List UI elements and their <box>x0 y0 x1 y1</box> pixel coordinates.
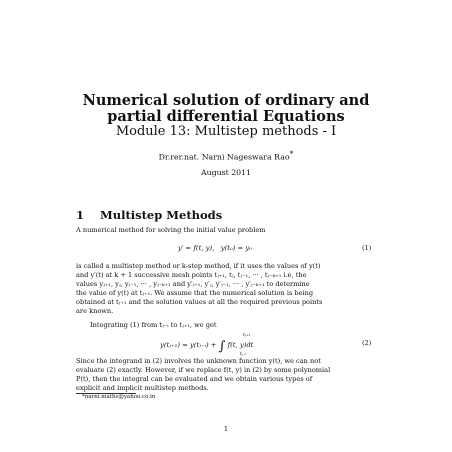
section-title: Multistep Methods <box>100 208 223 222</box>
eq2-lhs: y(tⱼ₊₁) = y(tⱼ₋ᵢ) + <box>160 341 217 349</box>
title-line-2: partial differential Equations <box>107 108 345 125</box>
author <box>0 149 452 162</box>
author-footnote-mark: * <box>289 149 294 158</box>
section-heading <box>76 208 222 222</box>
eq1-lhs: y′ = f(t, y), <box>178 244 215 252</box>
para3-line-2: evaluate (2) exactly. However, if we replace f(t, y) in (2) by some polynomial <box>76 366 331 374</box>
para3-line-4: explicit and implicit multistep methods. <box>76 384 209 392</box>
date: August 2011 <box>200 168 252 177</box>
eq2-integrand: f(t, y)dt <box>227 341 254 349</box>
integral-sign: ∫ <box>218 339 226 354</box>
eq1-number: (1) <box>362 244 372 252</box>
para1-line-5: obtained at tⱼ₊₁ and the solution values at all the required previous points <box>76 298 323 306</box>
footnote: *narni.maths@yahoo.co.in <box>82 394 156 400</box>
intro-text: A numerical method for solving the initial value problem <box>76 226 266 234</box>
page-number: 1 <box>223 425 229 433</box>
equation-1 <box>178 244 252 252</box>
para1-line-3: values yⱼ₊₁, yⱼ, yⱼ₋₁, ··· , yⱼ₋ₖ₊₁ and y′ⱼ₊₁, y′ⱼ, y′ⱼ₋₁, ··· , y′ⱼ₋ₖ₊₁ to determine <box>76 280 310 288</box>
author-name: Dr.rer.nat. Narni Nageswara Rao <box>158 152 290 162</box>
title-line-3: Module 13: Multistep methods - I <box>115 124 337 139</box>
eq2-lower-limit: tⱼ₋ᵢ <box>240 352 247 357</box>
para2-text: Integrating (1) from tⱼ₋ᵢ to tⱼ₊₁, we get <box>90 321 217 329</box>
para3-line-1: Since the integrand in (2) involves the unknown function y(t), we can not <box>76 357 321 365</box>
eq2-number: (2) <box>362 339 372 347</box>
para1-line-1: is called a multistep method or k-step method, if it uses the values of y(t) <box>76 262 321 270</box>
title-line-1: Numerical solution of ordinary and <box>82 92 370 109</box>
section-number: 1 <box>76 208 85 222</box>
para1-line-4: the value of y(t) at tⱼ₊₁. We assume that the numerical solution is being <box>76 289 314 297</box>
para3-line-3: P(t), then the integral can be evaluated and we obtain various types of <box>76 375 313 383</box>
para1-line-6: are known. <box>76 307 114 315</box>
para1-line-2: and y′(t) at k + 1 successive mesh points tⱼ₊₁, tⱼ, tⱼ₋₁, ··· , tⱼ₋ₖ₊₁ i.e, the <box>76 271 307 279</box>
eq2-upper-limit: tⱼ₊₁ <box>243 333 251 338</box>
eq1-rhs: y(t₀) = y₀ <box>220 244 252 252</box>
